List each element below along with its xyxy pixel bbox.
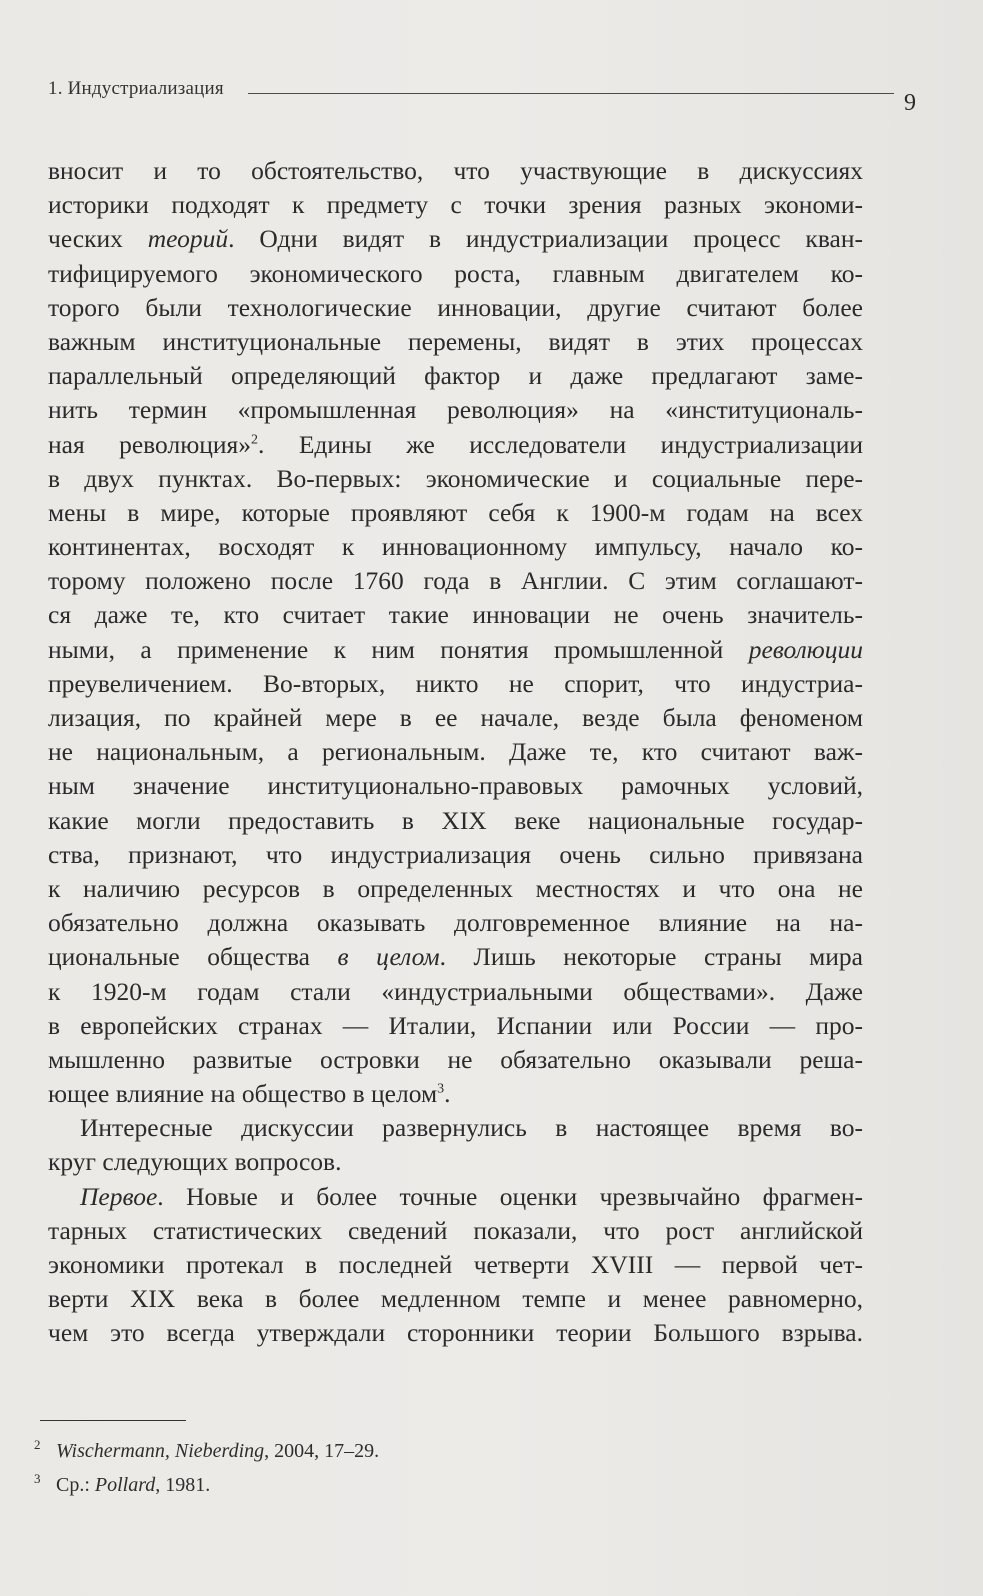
text-line: мены в мире, которые проявляют себя к 1900-м годам на всех bbox=[48, 497, 863, 527]
text-line: историки подходят к предмету с точки зрения разных экономи- bbox=[48, 190, 863, 220]
body-text bbox=[48, 154, 863, 1351]
text-line: лизация, по крайней мере в ее начале, везде была феноменом bbox=[48, 703, 863, 732]
text-line: ная революция»$^2$. Едины же исследователи индустриализации bbox=[48, 429, 863, 459]
text-line: ющее влияние на общество в целом$^3$. bbox=[48, 1079, 451, 1109]
footnote-separator bbox=[40, 1420, 186, 1421]
text-line: какие могли предоставить в XIX веке национальные государ- bbox=[48, 805, 863, 835]
text-line: к 1920-м годам стали «индустриальными обществами». Даже bbox=[48, 976, 863, 1006]
running-head bbox=[48, 76, 928, 116]
text-line: ным значение институционально-правовых рамочных условий, bbox=[48, 771, 863, 801]
text-line: обязательно должна оказывать долговременное влияние на на- bbox=[48, 908, 863, 938]
footnotes bbox=[34, 1434, 894, 1502]
text-line: чем это всегда утверждали сторонники теории Большого взрыва. bbox=[48, 1318, 863, 1348]
text-line: мышленно развитые островки не обязательно оказывали реша- bbox=[48, 1044, 863, 1074]
text-line: параллельный определяющий фактор и даже предлагают заме- bbox=[48, 361, 863, 391]
text-line: ся даже те, кто считает такие инновации не очень значитель- bbox=[48, 600, 863, 630]
text-line: Первое. Новые и более точные оценки чрезвычайно фрагмен- bbox=[80, 1181, 863, 1211]
text-line: торому положено после 1760 года в Англии. С этим соглашают- bbox=[48, 566, 863, 596]
running-head-section-title: 1. Индустриализация bbox=[48, 78, 224, 99]
text-line: торого были технологические инновации, другие считают более bbox=[48, 292, 863, 322]
text-line: круг следующих вопросов. bbox=[48, 1147, 342, 1177]
text-line: вносит и то обстоятельство, что участвующие в дискуссиях bbox=[48, 156, 863, 185]
footnote-2: 2 Wischermann, Nieberding, 2004, 17–29. bbox=[34, 1437, 380, 1462]
text-line: в двух пунктах. Во-первых: экономические и социальные пере- bbox=[48, 463, 863, 493]
text-line: верти XIX века в более медленном темпе и менее равномерно, bbox=[48, 1284, 863, 1314]
text-line: тарных статистических сведений показали, что рост английской bbox=[48, 1215, 863, 1245]
footnote-3: 3 Ср.: Pollard, 1981. bbox=[34, 1471, 211, 1496]
footnote-text: Wischermann, Nieberding, 2004, 17–29. bbox=[56, 1440, 380, 1462]
text-line: в европейских странах — Италии, Испании или России — про- bbox=[48, 1010, 863, 1040]
text-line: нить термин «промышленная революция» на «институциональ- bbox=[48, 395, 863, 425]
text-line: Интересные дискуссии развернулись в настоящее время во- bbox=[80, 1113, 863, 1143]
text-line: тифицируемого экономического роста, главным двигателем ко- bbox=[48, 258, 863, 288]
text-line: континентах, восходят к инновационному импульсу, начало ко- bbox=[48, 532, 863, 562]
page-number: 9 bbox=[904, 90, 916, 116]
text-line: важным институциональные перемены, видят в этих процессах bbox=[48, 326, 863, 356]
text-line: к наличию ресурсов в определенных местностях и что она не bbox=[48, 873, 863, 903]
running-head-rule bbox=[248, 93, 894, 94]
text-line: ства, признают, что индустриализация очень сильно привязана bbox=[48, 839, 863, 869]
text-line: циональные общества в целом. Лишь некоторые страны мира bbox=[48, 942, 863, 972]
text-line: не национальным, а региональным. Даже те, кто считают важ- bbox=[48, 737, 863, 767]
text-line: экономики протекал в последней четверти XVIII — первой чет- bbox=[48, 1250, 863, 1279]
text-line: ческих теорий. Одни видят в индустриализации процесс кван- bbox=[48, 224, 863, 254]
text-line: преувеличением. Во-вторых, никто не спорит, что индустриа- bbox=[48, 668, 863, 698]
text-line: ными, а применение к ним понятия промышленной революции bbox=[48, 634, 863, 664]
footnote-text: Ср.: Pollard, 1981. bbox=[56, 1474, 211, 1496]
